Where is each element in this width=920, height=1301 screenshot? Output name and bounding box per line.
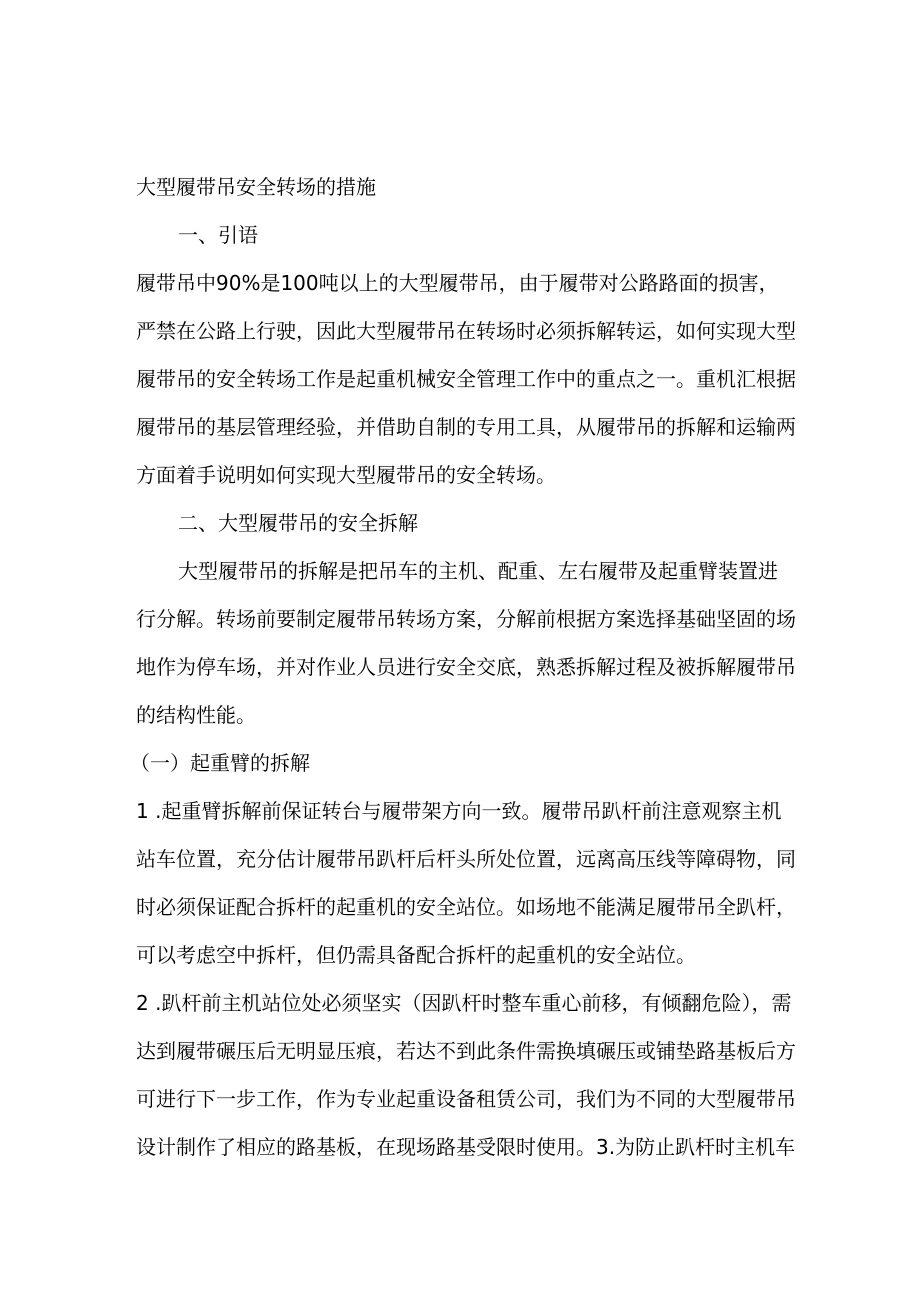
paragraph-1-line-5: 方面着手说明如何实现大型履带吊的安全转场。 [136, 463, 556, 487]
section-2-heading: 二、大型履带吊的安全拆解 [178, 511, 418, 535]
paragraph-1-line-3: 履带吊的安全转场工作是起重机械安全管理工作中的重点之一。重机汇根据 [136, 367, 796, 391]
paragraph-1-line-2: 严禁在公路上行驶，因此大型履带吊在转场时必须拆解转运，如何实现大型 [136, 319, 796, 343]
item-1-line-4: 可以考虑空中拆杆，但仍需具备配合拆杆的起重机的安全站位。 [136, 943, 696, 967]
item-1-line-3: 时必须保证配合拆杆的起重机的安全站位。如场地不能满足履带吊全趴杆， [136, 895, 796, 919]
item-1-line-2: 站车位置，充分估计履带吊趴杆后杆头所处位置，远离高压线等障碍物，同 [136, 847, 796, 871]
paragraph-2-line-1: 大型履带吊的拆解是把吊车的主机、配重、左右履带及起重臂装置进 [178, 559, 778, 583]
subsection-1-heading: （一）起重臂的拆解 [130, 751, 310, 775]
item-1-line-1: 1 .起重臂拆解前保证转台与履带架方向一致。履带吊趴杆前注意观察主机 [136, 799, 782, 823]
item-2-line-3: 可进行下一步工作，作为专业起重设备租赁公司，我们为不同的大型履带吊 [136, 1087, 796, 1111]
paragraph-2-line-2: 行分解。转场前要制定履带吊转场方案，分解前根据方案选择基础坚固的场 [136, 607, 796, 631]
item-2-line-2: 达到履带碾压后无明显压痕，若达不到此条件需换填碾压或铺垫路基板后方 [136, 1039, 796, 1063]
paragraph-2-line-4: 的结构性能。 [136, 703, 256, 727]
item-2-line-4: 设计制作了相应的路基板，在现场路基受限时使用。3.为防止趴杆时主机车 [136, 1135, 796, 1159]
document-title: 大型履带吊安全转场的措施 [136, 175, 376, 199]
item-2-line-1: 2 .趴杆前主机站位处必须坚实（因趴杆时整车重心前移，有倾翻危险），需 [136, 991, 792, 1015]
section-1-heading: 一、引语 [178, 223, 258, 247]
paragraph-1-line-4: 履带吊的基层管理经验，并借助自制的专用工具，从履带吊的拆解和运输两 [136, 415, 796, 439]
paragraph-1-line-1: 履带吊中90%是100吨以上的大型履带吊，由于履带对公路路面的损害， [136, 271, 779, 295]
paragraph-2-line-3: 地作为停车场，并对作业人员进行安全交底，熟悉拆解过程及被拆解履带吊 [136, 655, 796, 679]
